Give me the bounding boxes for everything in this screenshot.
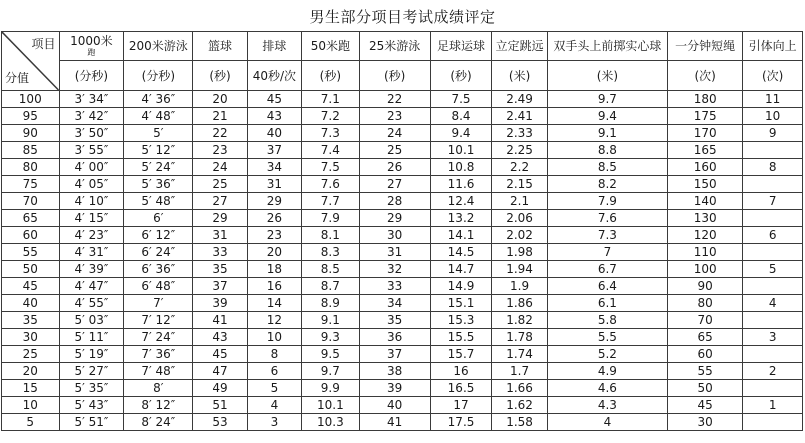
rope-skip-cell: 175 xyxy=(668,108,743,125)
swim-200m-cell: 5′ 48″ xyxy=(124,193,193,210)
run-1000m-cell: 5′ 19″ xyxy=(59,346,124,363)
medicine-ball-cell: 8.5 xyxy=(547,159,667,176)
run-50m-cell: 7.9 xyxy=(302,210,360,227)
table-row xyxy=(2,261,803,278)
header-standing-long-jump: 立定跳远 xyxy=(492,32,547,61)
volleyball-cell: 23 xyxy=(247,227,301,244)
table-row xyxy=(2,210,803,227)
volleyball-cell: 12 xyxy=(247,312,301,329)
pull-ups-cell xyxy=(743,176,803,193)
basketball-cell: 29 xyxy=(193,210,247,227)
table-row xyxy=(2,91,803,108)
rope-skip-cell: 45 xyxy=(668,397,743,414)
swim-200m-cell: 6′ 12″ xyxy=(124,227,193,244)
rope-skip-cell: 110 xyxy=(668,244,743,261)
run-50m-cell: 8.7 xyxy=(302,278,360,295)
pull-ups-cell xyxy=(743,346,803,363)
swim-25m-cell: 23 xyxy=(359,108,430,125)
football-dribble-cell: 15.3 xyxy=(430,312,492,329)
score-cell: 20 xyxy=(2,363,60,380)
volleyball-cell: 40 xyxy=(247,125,301,142)
pull-ups-cell: 9 xyxy=(743,125,803,142)
header-football-dribble: 足球运球 xyxy=(430,32,492,61)
score-cell: 55 xyxy=(2,244,60,261)
basketball-cell: 41 xyxy=(193,312,247,329)
unit-50m-run: (秒) xyxy=(302,61,360,91)
basketball-cell: 35 xyxy=(193,261,247,278)
unit-25m-swim: (秒) xyxy=(359,61,430,91)
long-jump-cell: 1.66 xyxy=(492,380,547,397)
pull-ups-cell xyxy=(743,278,803,295)
football-dribble-cell: 16 xyxy=(430,363,492,380)
swim-25m-cell: 28 xyxy=(359,193,430,210)
long-jump-cell: 1.98 xyxy=(492,244,547,261)
swim-200m-cell: 8′ 24″ xyxy=(124,414,193,431)
volleyball-cell: 37 xyxy=(247,142,301,159)
score-cell: 40 xyxy=(2,295,60,312)
run-1000m-cell: 3′ 55″ xyxy=(59,142,124,159)
score-cell: 5 xyxy=(2,414,60,431)
rope-skip-cell: 120 xyxy=(668,227,743,244)
medicine-ball-cell: 4 xyxy=(547,414,667,431)
rope-skip-cell: 150 xyxy=(668,176,743,193)
run-1000m-cell: 3′ 34″ xyxy=(59,91,124,108)
run-50m-cell: 7.1 xyxy=(302,91,360,108)
unit-one-minute-rope: (次) xyxy=(668,61,743,91)
basketball-cell: 23 xyxy=(193,142,247,159)
rope-skip-cell: 160 xyxy=(668,159,743,176)
swim-25m-cell: 27 xyxy=(359,176,430,193)
pull-ups-cell: 1 xyxy=(743,397,803,414)
basketball-cell: 33 xyxy=(193,244,247,261)
run-50m-cell: 9.9 xyxy=(302,380,360,397)
unit-medicine-ball-throw: (米) xyxy=(547,61,667,91)
volleyball-cell: 6 xyxy=(247,363,301,380)
score-cell: 80 xyxy=(2,159,60,176)
table-row xyxy=(2,159,803,176)
rope-skip-cell: 50 xyxy=(668,380,743,397)
swim-25m-cell: 35 xyxy=(359,312,430,329)
rope-skip-cell: 100 xyxy=(668,261,743,278)
header-50m-run: 50米跑 xyxy=(302,32,360,61)
header-1000m-run xyxy=(59,32,124,61)
score-table xyxy=(1,31,803,431)
volleyball-cell: 29 xyxy=(247,193,301,210)
run-1000m-cell: 4′ 05″ xyxy=(59,176,124,193)
run-50m-cell: 10.1 xyxy=(302,397,360,414)
swim-25m-cell: 33 xyxy=(359,278,430,295)
volleyball-cell: 4 xyxy=(247,397,301,414)
run-50m-cell: 8.5 xyxy=(302,261,360,278)
medicine-ball-cell: 8.8 xyxy=(547,142,667,159)
score-cell: 50 xyxy=(2,261,60,278)
corner-label-item: 项目 xyxy=(31,37,56,51)
header-200m-swim: 200米游泳 xyxy=(124,32,193,61)
volleyball-cell: 34 xyxy=(247,159,301,176)
run-1000m-cell: 5′ 35″ xyxy=(59,380,124,397)
swim-25m-cell: 25 xyxy=(359,142,430,159)
swim-25m-cell: 36 xyxy=(359,329,430,346)
basketball-cell: 25 xyxy=(193,176,247,193)
swim-25m-cell: 24 xyxy=(359,125,430,142)
football-dribble-cell: 7.5 xyxy=(430,91,492,108)
football-dribble-cell: 14.5 xyxy=(430,244,492,261)
run-50m-cell: 7.7 xyxy=(302,193,360,210)
pull-ups-cell xyxy=(743,312,803,329)
rope-skip-cell: 80 xyxy=(668,295,743,312)
pull-ups-cell xyxy=(743,142,803,159)
long-jump-cell: 2.41 xyxy=(492,108,547,125)
score-cell: 10 xyxy=(2,397,60,414)
football-dribble-cell: 14.9 xyxy=(430,278,492,295)
swim-200m-cell: 7′ 48″ xyxy=(124,363,193,380)
football-dribble-cell: 11.6 xyxy=(430,176,492,193)
swim-200m-cell: 6′ 48″ xyxy=(124,278,193,295)
unit-pull-ups: (次) xyxy=(743,61,803,91)
long-jump-cell: 1.58 xyxy=(492,414,547,431)
basketball-cell: 39 xyxy=(193,295,247,312)
run-50m-cell: 10.3 xyxy=(302,414,360,431)
swim-25m-cell: 38 xyxy=(359,363,430,380)
score-cell: 75 xyxy=(2,176,60,193)
football-dribble-cell: 14.1 xyxy=(430,227,492,244)
run-1000m-cell: 4′ 39″ xyxy=(59,261,124,278)
long-jump-cell: 1.7 xyxy=(492,363,547,380)
football-dribble-cell: 12.4 xyxy=(430,193,492,210)
score-cell: 90 xyxy=(2,125,60,142)
football-dribble-cell: 15.5 xyxy=(430,329,492,346)
medicine-ball-cell: 7.9 xyxy=(547,193,667,210)
pull-ups-cell: 2 xyxy=(743,363,803,380)
header-1000m-run-line2: 跑 xyxy=(87,48,96,57)
table-row xyxy=(2,397,803,414)
run-1000m-cell: 4′ 31″ xyxy=(59,244,124,261)
table-row xyxy=(2,125,803,142)
swim-25m-cell: 41 xyxy=(359,414,430,431)
volleyball-cell: 8 xyxy=(247,346,301,363)
medicine-ball-cell: 8.2 xyxy=(547,176,667,193)
medicine-ball-cell: 5.5 xyxy=(547,329,667,346)
pull-ups-cell: 4 xyxy=(743,295,803,312)
volleyball-cell: 43 xyxy=(247,108,301,125)
basketball-cell: 49 xyxy=(193,380,247,397)
basketball-cell: 43 xyxy=(193,329,247,346)
header-row-units xyxy=(2,61,803,91)
header-pull-ups: 引体向上 xyxy=(743,32,803,61)
score-cell: 100 xyxy=(2,91,60,108)
volleyball-cell: 45 xyxy=(247,91,301,108)
volleyball-cell: 16 xyxy=(247,278,301,295)
long-jump-cell: 1.9 xyxy=(492,278,547,295)
unit-football-dribble: (秒) xyxy=(430,61,492,91)
football-dribble-cell: 14.7 xyxy=(430,261,492,278)
swim-200m-cell: 6′ xyxy=(124,210,193,227)
pull-ups-cell: 7 xyxy=(743,193,803,210)
volleyball-cell: 20 xyxy=(247,244,301,261)
volleyball-cell: 3 xyxy=(247,414,301,431)
medicine-ball-cell: 9.4 xyxy=(547,108,667,125)
swim-200m-cell: 5′ xyxy=(124,125,193,142)
table-row xyxy=(2,295,803,312)
swim-200m-cell: 5′ 12″ xyxy=(124,142,193,159)
basketball-cell: 20 xyxy=(193,91,247,108)
medicine-ball-cell: 7 xyxy=(547,244,667,261)
score-cell: 60 xyxy=(2,227,60,244)
rope-skip-cell: 180 xyxy=(668,91,743,108)
football-dribble-cell: 17.5 xyxy=(430,414,492,431)
basketball-cell: 27 xyxy=(193,193,247,210)
football-dribble-cell: 9.4 xyxy=(430,125,492,142)
swim-25m-cell: 30 xyxy=(359,227,430,244)
swim-25m-cell: 29 xyxy=(359,210,430,227)
pull-ups-cell xyxy=(743,210,803,227)
rope-skip-cell: 70 xyxy=(668,312,743,329)
score-cell: 25 xyxy=(2,346,60,363)
table-row xyxy=(2,108,803,125)
score-cell: 65 xyxy=(2,210,60,227)
football-dribble-cell: 10.1 xyxy=(430,142,492,159)
pull-ups-cell: 5 xyxy=(743,261,803,278)
medicine-ball-cell: 6.7 xyxy=(547,261,667,278)
unit-basketball: (秒) xyxy=(193,61,247,91)
run-50m-cell: 9.7 xyxy=(302,363,360,380)
run-1000m-cell: 5′ 51″ xyxy=(59,414,124,431)
basketball-cell: 21 xyxy=(193,108,247,125)
swim-200m-cell: 6′ 36″ xyxy=(124,261,193,278)
rope-skip-cell: 60 xyxy=(668,346,743,363)
run-1000m-cell: 4′ 10″ xyxy=(59,193,124,210)
run-50m-cell: 7.6 xyxy=(302,176,360,193)
football-dribble-cell: 13.2 xyxy=(430,210,492,227)
football-dribble-cell: 8.4 xyxy=(430,108,492,125)
volleyball-cell: 14 xyxy=(247,295,301,312)
medicine-ball-cell: 5.8 xyxy=(547,312,667,329)
run-50m-cell: 7.4 xyxy=(302,142,360,159)
pull-ups-cell xyxy=(743,414,803,431)
medicine-ball-cell: 4.9 xyxy=(547,363,667,380)
long-jump-cell: 1.62 xyxy=(492,397,547,414)
long-jump-cell: 2.02 xyxy=(492,227,547,244)
volleyball-cell: 18 xyxy=(247,261,301,278)
run-1000m-cell: 4′ 23″ xyxy=(59,227,124,244)
rope-skip-cell: 55 xyxy=(668,363,743,380)
run-50m-cell: 9.5 xyxy=(302,346,360,363)
run-50m-cell: 9.1 xyxy=(302,312,360,329)
long-jump-cell: 1.78 xyxy=(492,329,547,346)
run-50m-cell: 8.3 xyxy=(302,244,360,261)
swim-200m-cell: 5′ 36″ xyxy=(124,176,193,193)
medicine-ball-cell: 6.1 xyxy=(547,295,667,312)
medicine-ball-cell: 4.6 xyxy=(547,380,667,397)
table-row xyxy=(2,142,803,159)
run-1000m-cell: 3′ 42″ xyxy=(59,108,124,125)
swim-200m-cell: 7′ 12″ xyxy=(124,312,193,329)
run-50m-cell: 7.5 xyxy=(302,159,360,176)
header-basketball: 篮球 xyxy=(193,32,247,61)
corner-label-score: 分值 xyxy=(5,71,30,85)
basketball-cell: 24 xyxy=(193,159,247,176)
rope-skip-cell: 130 xyxy=(668,210,743,227)
pull-ups-cell xyxy=(743,244,803,261)
medicine-ball-cell: 7.6 xyxy=(547,210,667,227)
rope-skip-cell: 170 xyxy=(668,125,743,142)
swim-25m-cell: 37 xyxy=(359,346,430,363)
medicine-ball-cell: 6.4 xyxy=(547,278,667,295)
run-1000m-cell: 4′ 15″ xyxy=(59,210,124,227)
table-row xyxy=(2,414,803,431)
swim-200m-cell: 5′ 24″ xyxy=(124,159,193,176)
pull-ups-cell: 6 xyxy=(743,227,803,244)
table-header xyxy=(2,32,803,91)
pull-ups-cell: 11 xyxy=(743,91,803,108)
header-volleyball: 排球 xyxy=(247,32,301,61)
basketball-cell: 22 xyxy=(193,125,247,142)
table-row xyxy=(2,227,803,244)
long-jump-cell: 2.1 xyxy=(492,193,547,210)
long-jump-cell: 2.49 xyxy=(492,91,547,108)
basketball-cell: 31 xyxy=(193,227,247,244)
football-dribble-cell: 15.7 xyxy=(430,346,492,363)
unit-volleyball: 40秒/次 xyxy=(247,61,301,91)
long-jump-cell: 2.2 xyxy=(492,159,547,176)
swim-200m-cell: 8′ xyxy=(124,380,193,397)
swim-25m-cell: 22 xyxy=(359,91,430,108)
unit-200m-swim: (分秒) xyxy=(124,61,193,91)
swim-200m-cell: 7′ 24″ xyxy=(124,329,193,346)
volleyball-cell: 26 xyxy=(247,210,301,227)
run-50m-cell: 7.2 xyxy=(302,108,360,125)
table-row xyxy=(2,193,803,210)
rope-skip-cell: 65 xyxy=(668,329,743,346)
long-jump-cell: 2.15 xyxy=(492,176,547,193)
run-1000m-cell: 5′ 11″ xyxy=(59,329,124,346)
table-row xyxy=(2,329,803,346)
swim-25m-cell: 40 xyxy=(359,397,430,414)
long-jump-cell: 2.06 xyxy=(492,210,547,227)
table-row xyxy=(2,176,803,193)
long-jump-cell: 1.74 xyxy=(492,346,547,363)
football-dribble-cell: 17 xyxy=(430,397,492,414)
basketball-cell: 47 xyxy=(193,363,247,380)
header-25m-swim: 25米游泳 xyxy=(359,32,430,61)
score-cell: 45 xyxy=(2,278,60,295)
swim-200m-cell: 8′ 12″ xyxy=(124,397,193,414)
score-cell: 95 xyxy=(2,108,60,125)
run-50m-cell: 9.3 xyxy=(302,329,360,346)
unit-standing-long-jump: (米) xyxy=(492,61,547,91)
football-dribble-cell: 16.5 xyxy=(430,380,492,397)
table-row xyxy=(2,380,803,397)
rope-skip-cell: 140 xyxy=(668,193,743,210)
run-1000m-cell: 5′ 43″ xyxy=(59,397,124,414)
long-jump-cell: 1.82 xyxy=(492,312,547,329)
swim-25m-cell: 32 xyxy=(359,261,430,278)
table-row xyxy=(2,278,803,295)
corner-cell xyxy=(2,32,60,91)
long-jump-cell: 2.33 xyxy=(492,125,547,142)
score-cell: 30 xyxy=(2,329,60,346)
run-50m-cell: 7.3 xyxy=(302,125,360,142)
rope-skip-cell: 165 xyxy=(668,142,743,159)
header-row-names xyxy=(2,32,803,61)
run-1000m-cell: 3′ 50″ xyxy=(59,125,124,142)
swim-200m-cell: 7′ xyxy=(124,295,193,312)
rope-skip-cell: 30 xyxy=(668,414,743,431)
rope-skip-cell: 90 xyxy=(668,278,743,295)
header-1000m-run-line1: 1000米 xyxy=(70,34,113,48)
run-50m-cell: 8.1 xyxy=(302,227,360,244)
run-1000m-cell: 5′ 03″ xyxy=(59,312,124,329)
run-1000m-cell: 4′ 47″ xyxy=(59,278,124,295)
pull-ups-cell: 8 xyxy=(743,159,803,176)
pull-ups-cell: 10 xyxy=(743,108,803,125)
basketball-cell: 53 xyxy=(193,414,247,431)
table-row xyxy=(2,244,803,261)
volleyball-cell: 31 xyxy=(247,176,301,193)
volleyball-cell: 5 xyxy=(247,380,301,397)
score-cell: 35 xyxy=(2,312,60,329)
run-1000m-cell: 4′ 55″ xyxy=(59,295,124,312)
table-body xyxy=(2,91,803,431)
swim-25m-cell: 34 xyxy=(359,295,430,312)
swim-25m-cell: 31 xyxy=(359,244,430,261)
score-cell: 70 xyxy=(2,193,60,210)
run-50m-cell: 8.9 xyxy=(302,295,360,312)
basketball-cell: 45 xyxy=(193,346,247,363)
swim-200m-cell: 4′ 48″ xyxy=(124,108,193,125)
football-dribble-cell: 15.1 xyxy=(430,295,492,312)
volleyball-cell: 10 xyxy=(247,329,301,346)
basketball-cell: 37 xyxy=(193,278,247,295)
header-one-minute-rope: 一分钟短绳 xyxy=(668,32,743,61)
medicine-ball-cell: 7.3 xyxy=(547,227,667,244)
basketball-cell: 51 xyxy=(193,397,247,414)
score-cell: 15 xyxy=(2,380,60,397)
medicine-ball-cell: 9.1 xyxy=(547,125,667,142)
medicine-ball-cell: 4.3 xyxy=(547,397,667,414)
table-row xyxy=(2,312,803,329)
swim-200m-cell: 6′ 24″ xyxy=(124,244,193,261)
swim-200m-cell: 4′ 36″ xyxy=(124,91,193,108)
table-row xyxy=(2,363,803,380)
pull-ups-cell: 3 xyxy=(743,329,803,346)
long-jump-cell: 2.25 xyxy=(492,142,547,159)
run-1000m-cell: 4′ 00″ xyxy=(59,159,124,176)
medicine-ball-cell: 5.2 xyxy=(547,346,667,363)
long-jump-cell: 1.94 xyxy=(492,261,547,278)
swim-25m-cell: 26 xyxy=(359,159,430,176)
football-dribble-cell: 10.8 xyxy=(430,159,492,176)
long-jump-cell: 1.86 xyxy=(492,295,547,312)
swim-25m-cell: 39 xyxy=(359,380,430,397)
page-title: 男生部分项目考试成绩评定 xyxy=(309,8,496,26)
header-medicine-ball-throw: 双手头上前掷实心球 xyxy=(547,32,667,61)
pull-ups-cell xyxy=(743,380,803,397)
unit-1000m-run: (分秒) xyxy=(59,61,124,91)
table-row xyxy=(2,346,803,363)
medicine-ball-cell: 9.7 xyxy=(547,91,667,108)
run-1000m-cell: 5′ 27″ xyxy=(59,363,124,380)
score-cell: 85 xyxy=(2,142,60,159)
swim-200m-cell: 7′ 36″ xyxy=(124,346,193,363)
